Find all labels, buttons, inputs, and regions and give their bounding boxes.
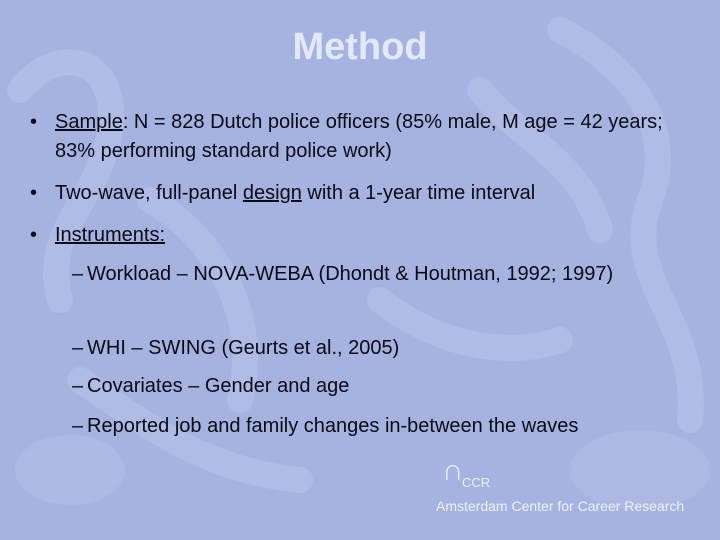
bullet-dot: •: [30, 224, 38, 246]
sub-item-covariates: – Covariates – Gender and age: [72, 372, 692, 401]
sub-item-changes: – Reported job and family changes in-between the waves: [72, 412, 692, 441]
bullet-instruments: [30, 221, 690, 250]
sub-dash: –: [72, 375, 84, 397]
sub-dash: –: [72, 263, 84, 285]
bullet-sample: [30, 108, 690, 166]
design-label: design: [242, 182, 302, 204]
instruments-label: Instruments:: [55, 224, 166, 246]
sub-item-whi: – WHI – SWING (Geurts et al., 2005): [72, 334, 692, 363]
sample-label: Sample: [55, 111, 123, 133]
ccr-logo-name: Amsterdam Center for Career Research: [436, 498, 685, 514]
design-text-pre: Two-wave, full-panel: [55, 182, 243, 204]
sample-text: : N = 828 Dutch police officers (85% male, M age = 42 years; 83% performing standard police work): [55, 111, 663, 162]
sub-item-workload: – Workload – NOVA-WEBA (Dhondt & Houtman, 1992; 1997): [72, 260, 692, 289]
bullet-design: [30, 179, 690, 208]
bullet-dot: •: [30, 182, 38, 204]
sub-dash: –: [72, 415, 84, 437]
design-text-post: with a 1-year time interval: [301, 182, 536, 204]
bullet-dot: •: [30, 111, 38, 133]
sub-dash: –: [72, 337, 84, 359]
slide-title: Method: [292, 26, 428, 68]
ccr-logo-icon: ∩: [442, 454, 464, 487]
ccr-logo-abbreviation: CCR: [462, 475, 491, 490]
